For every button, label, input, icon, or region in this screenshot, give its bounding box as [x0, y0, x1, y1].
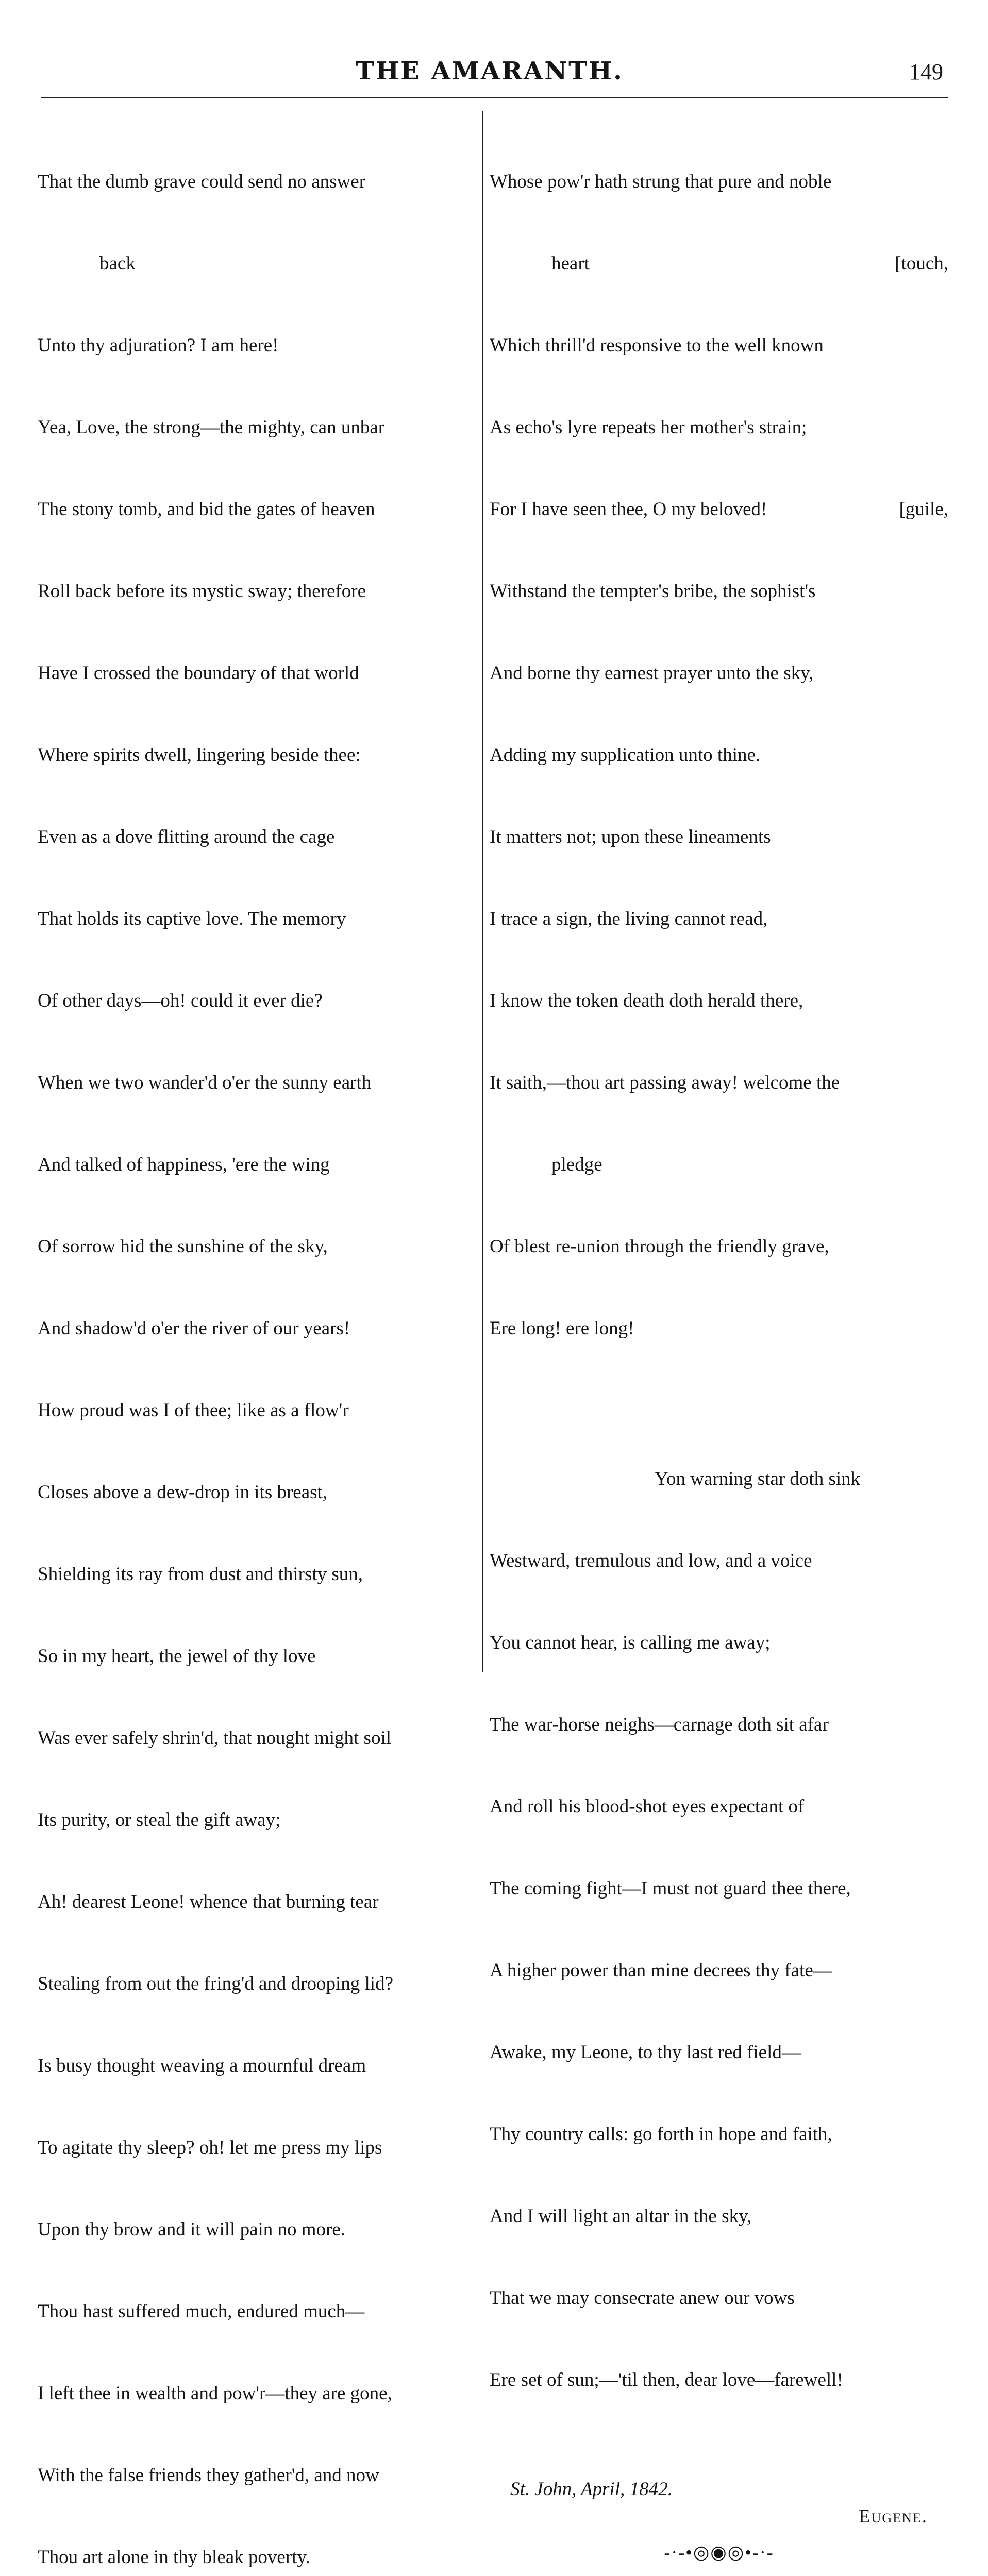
verse-line: Stealing from out the fring'd and drooping lid? [38, 1973, 394, 1994]
verse-line: Have I crossed the boundary of that world [38, 663, 359, 684]
verse-line: I trace a sign, the living cannot read, [490, 908, 768, 929]
verse-line: Unto thy adjuration? I am here! [38, 335, 279, 356]
bracket-fragment: [touch, [895, 253, 948, 274]
verse-line: Its purity, or steal the gift away; [38, 1809, 281, 1831]
verse-line: How proud was I of thee; like as a flow'r [38, 1400, 349, 1421]
verse-line: And shadow'd o'er the river of our years! [38, 1318, 350, 1339]
header-rule [41, 97, 948, 104]
verse-line: To agitate thy sleep? oh! let me press my lips [38, 2137, 382, 2158]
verse-line: I left thee in wealth and pow'r—they are gone, [38, 2383, 392, 2404]
verse-line: Adding my supplication unto thine. [490, 744, 761, 766]
verse-line: Ere set of sun;—'til then, dear love—farewell! [490, 2369, 843, 2391]
verse-line: That holds its captive love. The memory [38, 908, 346, 929]
verse-line: Was ever safely shrin'd, that nought might soil [38, 1727, 392, 1749]
column-divider [482, 111, 483, 1672]
signature [490, 2448, 948, 2527]
verse-line: Yea, Love, the strong—the mighty, can unbar [38, 417, 385, 438]
verse-line: The war-horse neighs—carnage doth sit afar [490, 1714, 829, 1735]
verse-line: Thou art alone in thy bleak poverty. [38, 2547, 310, 2568]
verse-line: Of sorrow hid the sunshine of the sky, [38, 1236, 328, 1257]
verse-line: So in my heart, the jewel of thy love [38, 1646, 316, 1667]
right-column [490, 113, 948, 2576]
verse-line: Even as a dove flitting around the cage [38, 826, 335, 848]
verse-line: And borne thy earnest prayer unto the sky, [490, 663, 814, 684]
verse-line: Shielding its ray from dust and thirsty sun, [38, 1564, 363, 1585]
running-title: THE AMARANTH. [356, 57, 624, 86]
verse-line: Of blest re-union through the friendly grave, [490, 1236, 829, 1257]
verse-line: And talked of happiness, 'ere the wing [38, 1154, 330, 1175]
verse-line: Where spirits dwell, lingering beside thee: [38, 744, 361, 766]
verse-line: It matters not; upon these lineaments [490, 826, 771, 848]
verse-line: Roll back before its mystic sway; therefore [38, 581, 366, 602]
verse-line-with-bracket [490, 496, 948, 523]
verse-line: I know the token death doth herald there, [490, 990, 803, 1011]
verse-line: Whose pow'r hath strung that pure and noble [490, 171, 832, 192]
verse-line: Awake, my Leone, to thy last red field— [490, 2042, 801, 2063]
verse-line: Westward, tremulous and low, and a voice [490, 1550, 812, 1571]
stanza-gap [490, 1397, 948, 1411]
verse-line: Of other days—oh! could it ever die? [38, 990, 323, 1011]
verse-line: pledge [551, 1154, 602, 1175]
verse-line: When we two wander'd o'er the sunny earth [38, 1072, 372, 1093]
verse-line: As echo's lyre repeats her mother's strain; [490, 417, 807, 438]
verse-line: Which thrill'd responsive to the well known [490, 335, 824, 356]
verse-line: Upon thy brow and it will pain no more. [38, 2219, 346, 2240]
verse-line: It saith,—thou art passing away! welcome the [490, 1072, 840, 1093]
verse-line: Ere long! ere long! [490, 1318, 634, 1339]
verse-line: And I will light an altar in the sky, [490, 2206, 752, 2227]
bracket-fragment: [guile, [899, 499, 948, 520]
verse-line: Thy country calls: go forth in hope and faith, [490, 2124, 832, 2145]
verse-line-with-bracket [490, 250, 948, 277]
verse-line: The stony tomb, and bid the gates of heaven [38, 499, 375, 520]
verse-line: Closes above a dew-drop in its breast, [38, 1482, 328, 1503]
signature-place: St. John, April, 1842. [510, 2479, 673, 2500]
verse-line: With the false friends they gather'd, and now [38, 2465, 379, 2486]
verse-line-text: For I have seen thee, O my beloved! [490, 499, 767, 520]
verse-line: Is busy thought weaving a mournful dream [38, 2055, 366, 2076]
verse-line: Withstand the tempter's bribe, the sophist's [490, 581, 816, 602]
verse-line: That the dumb grave could send no answer [38, 171, 366, 192]
signature-author: Eugene. [859, 2506, 928, 2527]
verse-line: Yon warning star doth sink [655, 1468, 861, 1489]
verse-line: And roll his blood-shot eyes expectant of [490, 1796, 805, 1817]
ornament-divider: -·-•◎◉◎•-·- [664, 2542, 774, 2563]
left-column [38, 113, 476, 2576]
verse-line: back [99, 253, 136, 274]
verse-line: That we may consecrate anew our vows [490, 2287, 795, 2309]
verse-line: You cannot hear, is calling me away; [490, 1632, 771, 1653]
page-header [36, 52, 943, 98]
verse-line: Thou hast suffered much, endured much— [38, 2301, 365, 2322]
verse-line: Ah! dearest Leone! whence that burning tear [38, 1891, 379, 1912]
verse-line: A higher power than mine decrees thy fate— [490, 1960, 832, 1981]
page-number: 149 [909, 59, 943, 84]
verse-line: The coming fight—I must not guard thee there, [490, 1878, 851, 1899]
verse-line-text: heart [551, 253, 590, 274]
